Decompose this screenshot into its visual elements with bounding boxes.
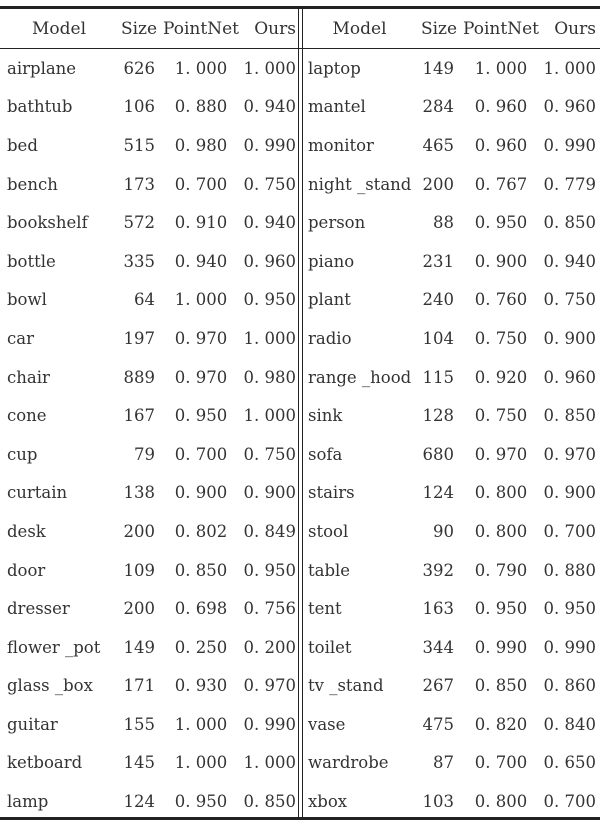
header-model-right: Model: [332, 18, 387, 39]
cell-ours-right: 0. 880: [543, 560, 596, 580]
cell-size-left: 572: [123, 213, 155, 233]
cell-size-left: 889: [123, 367, 155, 387]
cell-size-right: 124: [422, 483, 454, 503]
cell-pointnet-right: 0. 960: [474, 97, 528, 117]
cell-model-left: bench: [7, 174, 58, 194]
cell-model-right: range _hood: [308, 367, 412, 387]
cell-pointnet-left: 0. 970: [174, 367, 228, 387]
cell-size-left: 138: [123, 483, 155, 503]
cell-pointnet-left: 0. 250: [174, 637, 228, 657]
cell-model-right: toilet: [308, 637, 352, 657]
cell-ours-left: 1. 000: [243, 328, 296, 348]
cell-ours-right: 0. 840: [543, 714, 596, 734]
table-row: [0, 281, 600, 320]
cell-model-right: table: [308, 560, 351, 580]
header-pointnet-left: PointNet: [163, 18, 239, 39]
table-row: [0, 474, 600, 513]
table-row: [0, 705, 600, 744]
cell-size-left: 167: [123, 406, 155, 426]
cell-size-left: 515: [123, 135, 155, 155]
table-row: [0, 589, 600, 628]
cell-model-left: cone: [7, 406, 47, 426]
cell-ours-left: 0. 980: [243, 367, 296, 387]
cell-size-left: 200: [123, 599, 155, 619]
cell-ours-left: 0. 960: [243, 251, 296, 271]
table-body: [0, 49, 600, 821]
cell-ours-left: 0. 900: [243, 483, 296, 503]
cell-pointnet-right: 0. 820: [474, 714, 528, 734]
cell-pointnet-right: 0. 700: [474, 753, 528, 773]
cell-size-right: 90: [433, 521, 454, 541]
cell-ours-left: 0. 990: [243, 135, 296, 155]
cell-size-right: 267: [422, 676, 454, 696]
cell-pointnet-left: 0. 850: [174, 560, 228, 580]
cell-ours-right: 0. 700: [543, 792, 596, 812]
cell-pointnet-left: 1. 000: [174, 290, 228, 310]
cell-model-right: sofa: [308, 444, 343, 464]
cell-size-right: 200: [422, 174, 454, 194]
cell-ours-right: 0. 940: [543, 251, 596, 271]
cell-model-left: desk: [7, 521, 46, 541]
cell-ours-left: 1. 000: [243, 753, 296, 773]
cell-pointnet-left: 0. 970: [174, 328, 228, 348]
cell-size-left: 171: [123, 676, 155, 696]
cell-model-left: bottle: [7, 251, 56, 271]
table-row: [0, 435, 600, 474]
cell-pointnet-right: 0. 990: [474, 637, 528, 657]
cell-size-right: 231: [422, 251, 454, 271]
header-size-left: Size: [120, 18, 158, 39]
cell-ours-right: 0. 850: [543, 213, 596, 233]
cell-size-right: 115: [422, 367, 454, 387]
table-row: [0, 88, 600, 127]
cell-model-left: curtain: [7, 483, 68, 503]
cell-ours-left: 0. 970: [243, 676, 296, 696]
cell-pointnet-left: 0. 980: [174, 135, 228, 155]
cell-size-right: 240: [422, 290, 454, 310]
cell-size-left: 64: [134, 290, 155, 310]
cell-ours-left: 0. 756: [243, 599, 296, 619]
cell-model-left: guitar: [7, 714, 58, 734]
cell-pointnet-left: 0. 802: [174, 521, 228, 541]
cell-size-right: 87: [433, 753, 454, 773]
cell-size-right: 149: [422, 58, 454, 78]
cell-pointnet-right: 0. 790: [474, 560, 528, 580]
cell-size-right: 344: [422, 637, 454, 657]
table-row: [0, 512, 600, 551]
cell-ours-left: 0. 200: [243, 637, 296, 657]
cell-ours-left: 0. 950: [243, 290, 296, 310]
cell-model-right: tent: [308, 599, 342, 619]
cell-model-left: lamp: [7, 792, 49, 812]
cell-ours-left: 1. 000: [243, 58, 296, 78]
cell-model-right: stool: [308, 521, 349, 541]
cell-model-right: radio: [308, 328, 352, 348]
cell-size-right: 465: [422, 135, 454, 155]
cell-ours-right: 0. 990: [543, 637, 596, 657]
cell-pointnet-right: 0. 800: [474, 792, 528, 812]
cell-pointnet-left: 1. 000: [174, 753, 228, 773]
cell-ours-right: 0. 850: [543, 406, 596, 426]
cell-size-left: 79: [134, 444, 155, 464]
cell-ours-right: 1. 000: [543, 58, 596, 78]
table-row: [0, 203, 600, 242]
cell-model-left: car: [7, 328, 34, 348]
table-row: [0, 628, 600, 667]
cell-ours-right: 0. 779: [543, 174, 596, 194]
table-row: [0, 49, 600, 88]
cell-model-left: cup: [7, 444, 38, 464]
cell-size-left: 197: [123, 328, 155, 348]
table-header-row: [0, 9, 600, 48]
cell-model-right: vase: [308, 714, 346, 734]
cell-pointnet-right: 0. 920: [474, 367, 528, 387]
cell-model-left: dresser: [7, 599, 70, 619]
cell-model-right: sink: [308, 406, 343, 426]
cell-size-left: 335: [123, 251, 155, 271]
cell-pointnet-left: 0. 700: [174, 444, 228, 464]
cell-size-left: 145: [123, 753, 155, 773]
cell-model-left: door: [7, 560, 46, 580]
cell-size-left: 106: [123, 97, 155, 117]
header-ours-left: Ours: [254, 18, 296, 39]
cell-size-right: 104: [422, 328, 454, 348]
header-size-right: Size: [420, 18, 458, 39]
cell-pointnet-right: 0. 750: [474, 406, 528, 426]
cell-pointnet-right: 0. 950: [474, 599, 528, 619]
cell-size-right: 128: [422, 406, 454, 426]
cell-pointnet-right: 0. 850: [474, 676, 528, 696]
cell-ours-left: 0. 990: [243, 714, 296, 734]
cell-ours-left: 0. 849: [243, 521, 296, 541]
table-row: [0, 165, 600, 204]
cell-pointnet-left: 0. 700: [174, 174, 228, 194]
cell-model-right: monitor: [308, 135, 374, 155]
table-row: [0, 782, 600, 821]
cell-pointnet-right: 0. 800: [474, 521, 528, 541]
cell-ours-right: 0. 750: [543, 290, 596, 310]
table-row: [0, 396, 600, 435]
cell-pointnet-left: 0. 698: [174, 599, 228, 619]
cell-model-right: piano: [308, 251, 355, 271]
cell-size-left: 124: [123, 792, 155, 812]
cell-model-left: bed: [7, 135, 38, 155]
cell-pointnet-left: 0. 950: [174, 792, 228, 812]
table-row: [0, 126, 600, 165]
cell-size-right: 475: [422, 714, 454, 734]
cell-ours-left: 0. 750: [243, 444, 296, 464]
cell-ours-left: 0. 750: [243, 174, 296, 194]
cell-ours-left: 1. 000: [243, 406, 296, 426]
cell-ours-left: 0. 850: [243, 792, 296, 812]
cell-model-left: glass _box: [7, 676, 93, 696]
table-row: [0, 358, 600, 397]
cell-model-right: laptop: [308, 58, 361, 78]
cell-ours-right: 0. 900: [543, 328, 596, 348]
cell-pointnet-left: 0. 940: [174, 251, 228, 271]
cell-pointnet-right: 0. 950: [474, 213, 528, 233]
cell-model-left: bookshelf: [7, 213, 88, 233]
cell-model-right: night _stand: [308, 174, 412, 194]
cell-pointnet-right: 0. 750: [474, 328, 528, 348]
cell-size-left: 626: [123, 58, 155, 78]
cell-ours-right: 0. 970: [543, 444, 596, 464]
header-ours-right: Ours: [554, 18, 596, 39]
cell-model-right: wardrobe: [308, 753, 389, 773]
cell-pointnet-right: 0. 970: [474, 444, 528, 464]
cell-model-left: airplane: [7, 58, 77, 78]
cell-size-left: 173: [123, 174, 155, 194]
table-row: [0, 667, 600, 706]
header-pointnet-right: PointNet: [463, 18, 539, 39]
cell-model-left: chair: [7, 367, 50, 387]
cell-ours-right: 0. 900: [543, 483, 596, 503]
header-model-left: Model: [31, 18, 87, 39]
cell-ours-right: 0. 650: [543, 753, 596, 773]
cell-ours-left: 0. 950: [243, 560, 296, 580]
cell-model-left: bathtub: [7, 97, 73, 117]
cell-model-right: xbox: [308, 792, 348, 812]
cell-pointnet-left: 1. 000: [174, 58, 228, 78]
table-row: [0, 744, 600, 783]
cell-model-left: ketboard: [7, 753, 83, 773]
cell-model-right: stairs: [308, 483, 355, 503]
cell-pointnet-right: 0. 800: [474, 483, 528, 503]
cell-ours-right: 0. 700: [543, 521, 596, 541]
cell-ours-right: 0. 960: [543, 367, 596, 387]
cell-model-left: bowl: [7, 290, 47, 310]
cell-model-right: person: [308, 213, 366, 233]
cell-pointnet-left: 0. 910: [174, 213, 228, 233]
cell-size-right: 163: [422, 599, 454, 619]
cell-model-left: flower _pot: [7, 637, 101, 657]
cell-ours-right: 0. 990: [543, 135, 596, 155]
cell-model-right: tv _stand: [308, 676, 384, 696]
cell-size-left: 200: [123, 521, 155, 541]
cell-size-right: 392: [422, 560, 454, 580]
cell-pointnet-left: 0. 880: [174, 97, 228, 117]
cell-pointnet-right: 0. 900: [474, 251, 528, 271]
cell-size-left: 155: [123, 714, 155, 734]
table-row: [0, 551, 600, 590]
cell-pointnet-left: 1. 000: [174, 714, 228, 734]
cell-ours-right: 0. 950: [543, 599, 596, 619]
cell-size-left: 149: [123, 637, 155, 657]
cell-size-left: 109: [123, 560, 155, 580]
cell-pointnet-right: 1. 000: [474, 58, 528, 78]
cell-pointnet-right: 0. 760: [474, 290, 528, 310]
cell-size-right: 103: [422, 792, 454, 812]
cell-size-right: 88: [433, 213, 454, 233]
cell-pointnet-left: 0. 930: [174, 676, 228, 696]
table-row: [0, 242, 600, 281]
cell-model-right: plant: [308, 290, 351, 310]
cell-ours-left: 0. 940: [243, 97, 296, 117]
cell-ours-left: 0. 940: [243, 213, 296, 233]
cell-pointnet-right: 0. 960: [474, 135, 528, 155]
cell-size-right: 284: [422, 97, 454, 117]
cell-ours-right: 0. 860: [543, 676, 596, 696]
cell-ours-right: 0. 960: [543, 97, 596, 117]
cell-pointnet-left: 0. 900: [174, 483, 228, 503]
table-row: [0, 319, 600, 358]
cell-pointnet-right: 0. 767: [474, 174, 528, 194]
cell-model-right: mantel: [308, 97, 366, 117]
cell-pointnet-left: 0. 950: [174, 406, 228, 426]
cell-size-right: 680: [422, 444, 454, 464]
